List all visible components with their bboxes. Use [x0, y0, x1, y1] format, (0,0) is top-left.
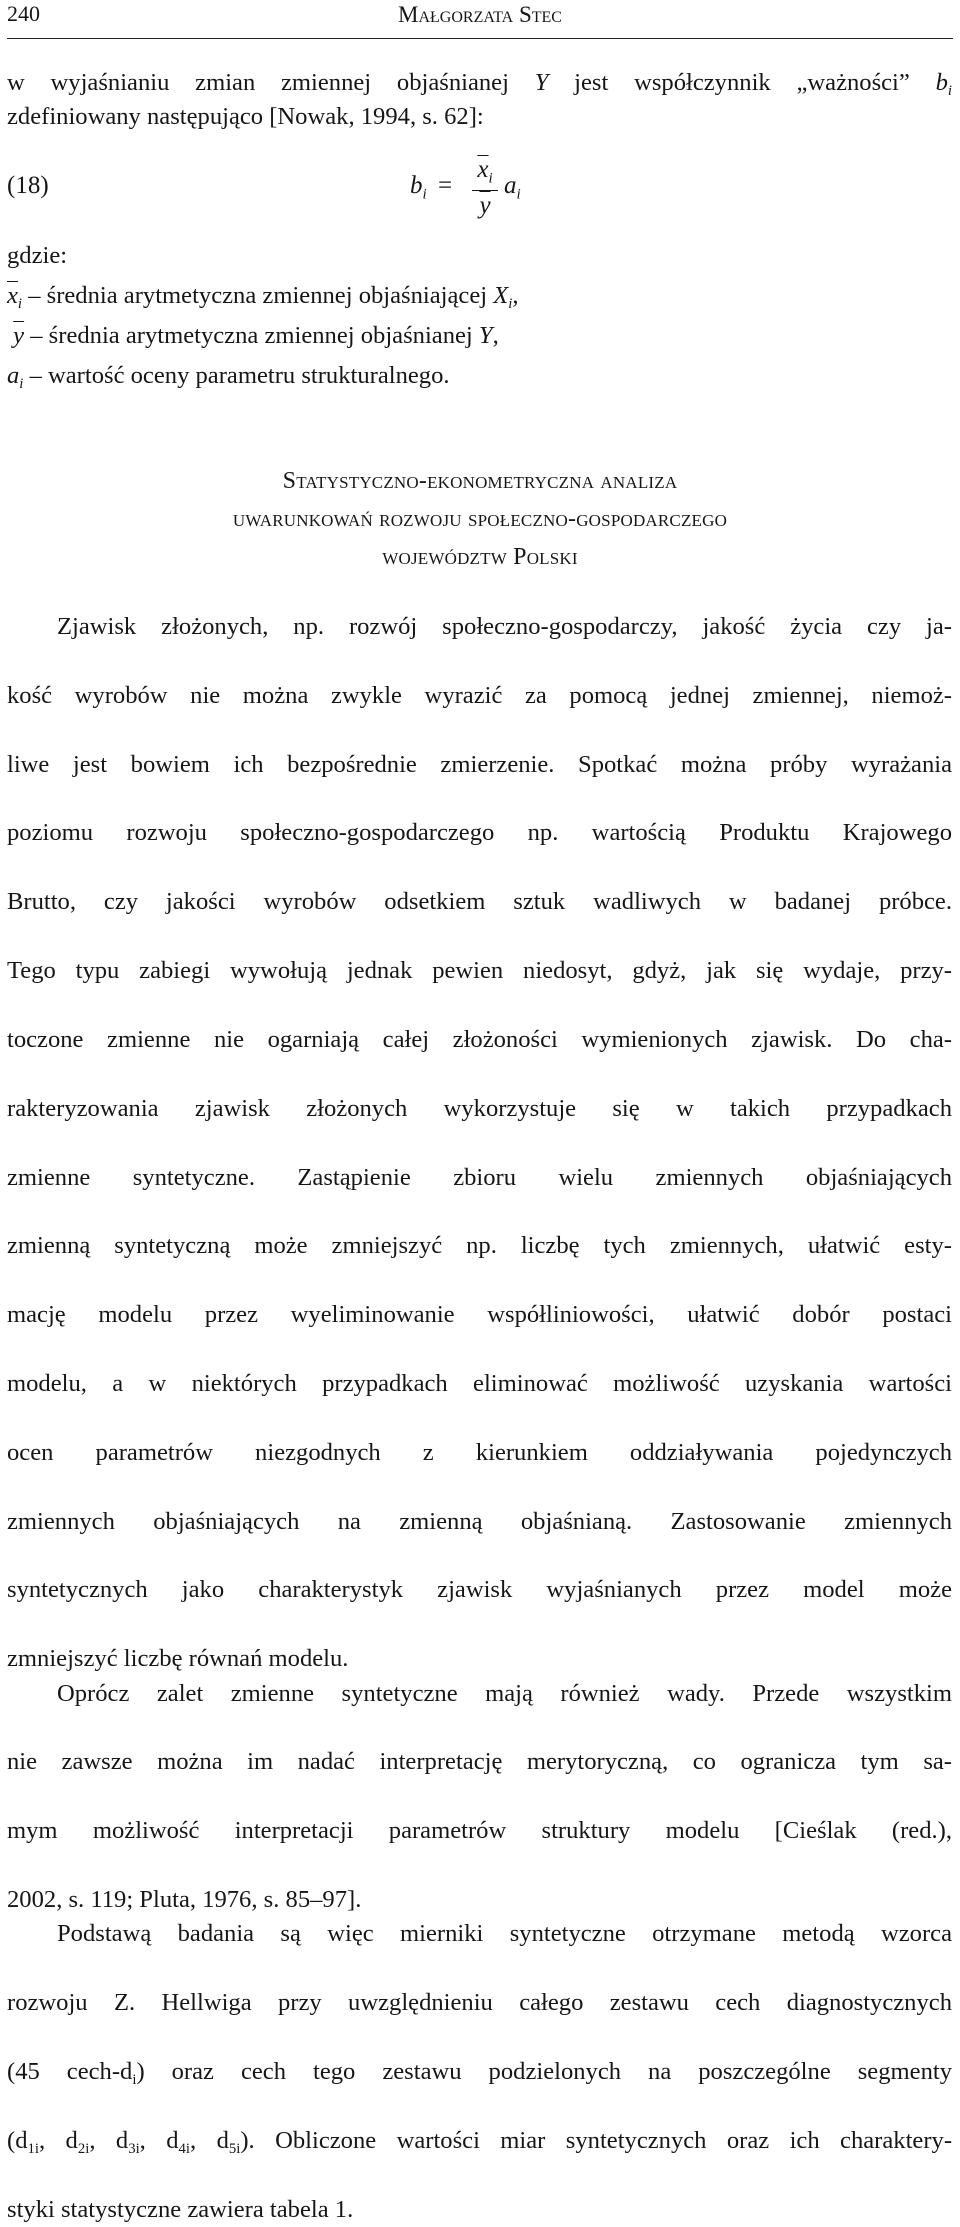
section-title-line-2: uwarunkowań rozwoju społeczno-gospodarczego: [232, 506, 728, 532]
fraction-bar: [472, 190, 498, 191]
where-label: gdzie:: [7, 242, 68, 269]
definition-y: $\overline{y}$ – średnia arytmetyczna zmiennej objaśnianej Y,: [13, 322, 499, 349]
paragraph-line: kość wyrobów nie można zwykle wyrazić za pomocą jednej zmiennej, niemoż-: [7, 681, 952, 709]
paragraph-line: styki statystyczne zawiera tabela 1.: [7, 2195, 354, 2223]
paragraph-line: zmiennych objaśniających na zmienną objaśnianą. Zastosowanie zmiennych: [7, 1507, 952, 1535]
intro-line-2: zdefiniowany następująco [Nowak, 1994, s. 62]:: [7, 103, 484, 130]
paragraph-line: Podstawą badania są więc mierniki syntetyczne otrzymane metodą wzorca: [57, 1920, 952, 1948]
equation-number: (18): [7, 172, 49, 199]
paragraph-line: poziomu rozwoju społeczno-gospodarczego np. wartością Produktu Krajowego: [7, 819, 952, 847]
section-title-line-1: Statystyczno-ekonometryczna analiza: [282, 468, 678, 494]
paragraph-line: zmienną syntetyczną może zmniejszyć np. liczbę tych zmiennych, ułatwić esty-: [7, 1232, 952, 1260]
paragraph-line: toczone zmienne nie ogarniają całej złożoności wymienionych zjawisk. Do cha-: [7, 1025, 952, 1053]
paragraph-line: zmienne syntetyczne. Zastąpienie zbioru wielu zmiennych objaśniających: [7, 1163, 952, 1191]
paragraph-line: Brutto, czy jakości wyrobów odsetkiem sztuk wadliwych w badanej próbce.: [7, 888, 952, 916]
paragraph-line: rakteryzowania zjawisk złożonych wykorzystuje się w takich przypadkach: [7, 1094, 952, 1122]
paragraph-line: zmniejszyć liczbę równań modelu.: [7, 1645, 349, 1673]
equation-18: $b_i$ = $\overline{x}_i$ $\overline{y}$ $a_i$: [410, 156, 521, 219]
running-author: Małgorzata Stec: [398, 2, 562, 27]
paragraph-line: modelu, a w niektórych przypadkach eliminować możliwość uzyskania wartości: [7, 1369, 952, 1397]
paragraph-line: Tego typu zabiegi wywołują jednak pewien niedosyt, gdyż, jak się wydaje, przy-: [7, 957, 952, 985]
running-header: [7, 0, 953, 39]
intro-line-1: w wyjaśnianiu zmian zmiennej objaśnianej Y jest współczynnik „ważności” $b_i$: [7, 69, 952, 100]
paragraph-line: rozwoju Z. Hellwiga przy uwzględnieniu całego zestawu cech diagnostycznych: [7, 1989, 952, 2017]
paragraph-line: ocen parametrów niezgodnych z kierunkiem oddziaływania pojedynczych: [7, 1438, 952, 1466]
paragraph-line: 2002, s. 119; Pluta, 1976, s. 85–97].: [7, 1886, 362, 1914]
definition-a: $a_i$ – wartość oceny parametru strukturalnego.: [7, 362, 450, 393]
section-title-line-3: województw Polski: [382, 544, 578, 570]
paragraph-line: liwe jest bowiem ich bezpośrednie zmierzenie. Spotkać można próby wyrażania: [7, 750, 952, 778]
definition-x: $\overline{x}_i$ – średnia arytmetyczna zmiennej objaśniającej $X_i$,: [7, 282, 519, 313]
paragraph-line: mym możliwość interpretacji parametrów struktury modelu [Cieślak (red.),: [7, 1817, 952, 1845]
paragraph-line: syntetycznych jako charakterystyk zjawisk wyjaśnianych przez model może: [7, 1576, 952, 1604]
paragraph-line: (45 cech-$d_i$) oraz cech tego zestawu podzielonych na poszczególne segmenty: [7, 2058, 952, 2089]
paragraph-line: nie zawsze można im nadać interpretację merytoryczną, co ogranicza tym sa-: [7, 1748, 952, 1776]
paragraph-line: Oprócz zalet zmienne syntetyczne mają również wady. Przede wszystkim: [57, 1679, 952, 1707]
paragraph-line: mację modelu przez wyeliminowanie współliniowości, ułatwić dobór postaci: [7, 1301, 952, 1329]
paragraph-1: [7, 610, 952, 2227]
paragraph-line: ($d_{1i}$, $d_{2i}$, $d_{3i}$, $d_{4i}$, $d_{5i}$). Obliczone wartości miar syntetycznych oraz ich charaktery-: [7, 2126, 953, 2158]
page-number: 240: [7, 1, 40, 26]
paragraph-line: Zjawisk złożonych, np. rozwój społeczno-gospodarczy, jakość życia czy ja-: [57, 613, 952, 640]
